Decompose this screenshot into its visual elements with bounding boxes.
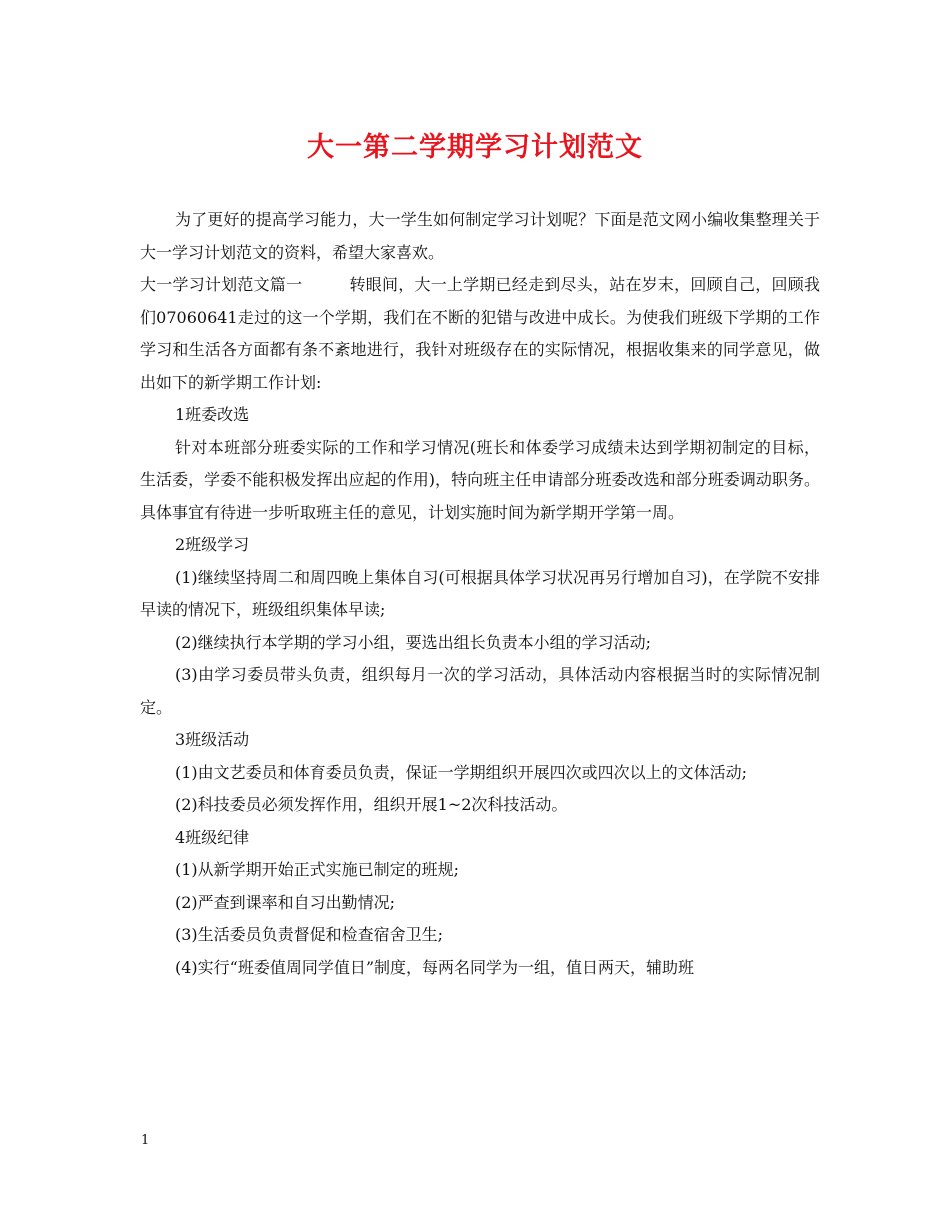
section-paragraph: (1)从新学期开始正式实施已制定的班规; bbox=[175, 860, 460, 879]
section-paragraph: (1)继续坚持周二和周四晚上集体自习(可根据具体学习状况再另行增加自习)，在学院不安排早读的情况下，班级组织集体早读; bbox=[140, 567, 820, 619]
article-label: 大一学习计划范文篇一 bbox=[140, 275, 303, 294]
section-paragraph: (1)由文艺委员和体育委员负责，保证一学期组织开展四次或四次以上的文体活动; bbox=[175, 762, 748, 782]
section-paragraph: (3)生活委员负责督促和检查宿舍卫生; bbox=[175, 925, 444, 944]
section-heading: 2班级学习 bbox=[175, 535, 250, 554]
document-body bbox=[140, 204, 820, 984]
article-opening-paragraph bbox=[140, 269, 820, 399]
page-number: 1 bbox=[141, 1133, 150, 1148]
section-paragraph: 针对本班部分班委实际的工作和学习情况(班长和体委学习成绩未达到学期初制定的目标，生活委，学委不能积极发挥出应起的作用)，特向班主任申请部分班委改选和部分班委调动职务。具体事宜有待进一步听取班主任的意见，计划实施时间为新学期开学第一周。 bbox=[140, 437, 820, 522]
section-heading: 3班级活动 bbox=[175, 730, 250, 749]
section-paragraph: (2)科技委员必须发挥作用，组织开展1~2次科技活动。 bbox=[175, 795, 568, 814]
section-paragraph: (2)继续执行本学期的学习小组，要选出组长负责本小组的学习活动; bbox=[175, 632, 652, 652]
document-title: 大一第二学期学习计划范文 bbox=[307, 132, 643, 163]
section-paragraph: (3)由学习委员带头负责，组织每月一次的学习活动，具体活动内容根据当时的实际情况制定。 bbox=[140, 665, 820, 717]
section-paragraph: (4)实行“班委值周同学值日”制度，每两名同学为一组，值日两天，辅助班 bbox=[175, 957, 695, 977]
section-paragraph: (2)严查到课率和自习出勤情况; bbox=[175, 892, 396, 912]
section-heading: 1班委改选 bbox=[175, 405, 250, 424]
intro-paragraph: 为了更好的提高学习能力，大一学生如何制定学习计划呢？下面是范文网小编收集整理关于大一学习计划范文的资料，希望大家喜欢。 bbox=[140, 210, 820, 262]
section-heading: 4班级纪律 bbox=[175, 827, 250, 847]
article-opening-text: 转眼间，大一上学期已经走到尽头，站在岁末，回顾自己，回顾我们07060641走过的这一个学期，我们在不断的犯错与改进中成长。为使我们班级下学期的工作学习和生活各方面都有条不紊地进行，我针对班级存在的实际情况，根据收集来的同学意见，做出如下的新学期工作计划: bbox=[140, 275, 820, 392]
